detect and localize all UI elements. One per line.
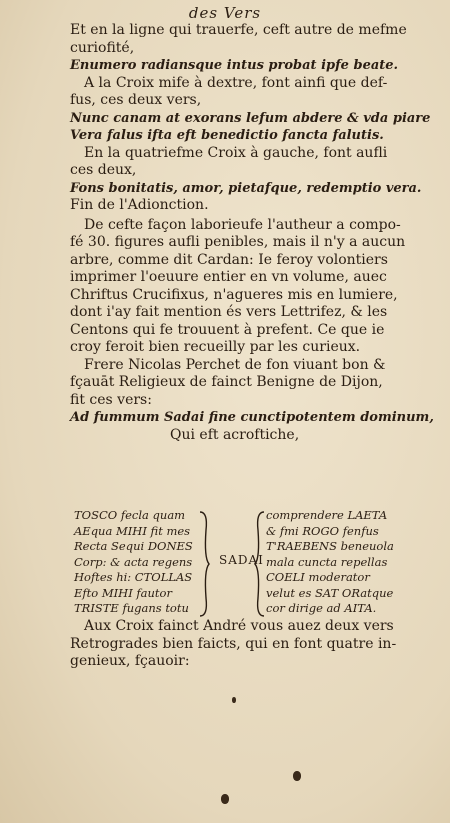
- acrostic-line: T'RAEBENS beneuola: [266, 539, 394, 553]
- text-line: ces deux,: [70, 162, 137, 178]
- text-line: fé 30. figures aufli penibles, mais il n'y a aucun: [70, 234, 406, 250]
- acrostic-line: cor dirige ad AITA.: [266, 601, 377, 615]
- text-line: fit ces vers:: [70, 391, 152, 408]
- text-line: Retrogrades bien faicts, qui en font quatre in-: [70, 635, 397, 652]
- text-line: imprimer l'oeuure entier en vn volume, auec: [70, 269, 387, 285]
- text-line: En la quatriefme Croix à gauche, font aufli: [84, 144, 388, 161]
- text-line: Centons qui fe trouuent à prefent. Ce que ie: [70, 321, 385, 338]
- text-line: Fin de l'Adionction.: [70, 197, 209, 213]
- text-line: dont i'ay fait mention és vers Lettrifez, & les: [70, 304, 388, 320]
- acrostic-line: velut es SAT ORatque: [266, 585, 394, 600]
- left-brace-icon: [198, 510, 210, 618]
- acrostic-line: Hoftes hi: CTOLLAS: [74, 570, 193, 584]
- text-line: Frere Nicolas Perchet de fon viuant bon &: [84, 356, 386, 373]
- text-line: curiofité,: [70, 39, 135, 56]
- acrostic-line: Efto MIHI fautor: [74, 585, 172, 600]
- acrostic-line: & fmi ROGO fenfus: [266, 523, 379, 538]
- text-line: A la Croix mife à dextre, font ainfi que def-: [84, 74, 388, 91]
- latin-verse: Enumero radiansque intus probat ipfe beate.: [70, 58, 399, 73]
- acrostic-line: comprendere LAETA: [266, 508, 388, 522]
- ornament-mark-icon: [293, 771, 301, 781]
- text-line: fus, ces deux vers,: [70, 92, 202, 108]
- main-text: [70, 22, 434, 444]
- acrostic-line: TOSCO fecla quam: [74, 508, 186, 522]
- text-line: arbre, comme dit Cardan: Ie feroy volontiers: [70, 251, 388, 268]
- closing-text: [70, 618, 430, 671]
- text-line: fçauāt Religieux de fainct Benigne de Dijon,: [70, 374, 383, 390]
- right-brace-icon: [254, 510, 266, 618]
- acrostic-line: TRISTE fugans totu: [74, 601, 189, 615]
- acrostic-block: [74, 508, 430, 620]
- acrostic-center: SADAI: [219, 553, 264, 567]
- latin-verse: Fons bonitatis, amor, pietafque, redemptio vera.: [70, 180, 422, 196]
- ink-speck: [232, 697, 236, 703]
- text-line: Chriftus Crucifixus, n'agueres mis en lumiere,: [70, 286, 398, 303]
- text-line: Et en la ligne qui trauerfe, ceft autre de mefme: [70, 22, 407, 38]
- text-line: Aux Croix fainct André vous auez deux vers: [84, 618, 394, 634]
- latin-verse: Ad fummum Sadai fine cunctipotentem dominum,: [70, 410, 434, 425]
- latin-verse: Vera falus ifta eft benedictio fancta falutis.: [70, 128, 384, 143]
- acrostic-right-column: [266, 508, 432, 617]
- acrostic-line: Recta Sequi DONES: [74, 539, 193, 553]
- latin-verse: Nunc canam at exorans lefum abdere & vda piare: [70, 110, 431, 126]
- acrostic-line: COELI moderator: [266, 570, 370, 584]
- acrostic-line: mala cuncta repellas: [266, 554, 388, 569]
- text-line: Qui eft acroftiche,: [170, 426, 300, 443]
- text-line: De cefte façon laborieufe l'autheur a compo-: [84, 216, 401, 233]
- text-line: croy feroit bien recueilly par les curieux.: [70, 339, 361, 355]
- ornament-mark-icon: [221, 794, 229, 804]
- acrostic-line: Corp: & acta regens: [74, 554, 193, 569]
- acrostic-line: AEqua MIHI fit mes: [74, 523, 191, 538]
- acrostic-left-column: [74, 508, 202, 617]
- running-head: des Vers: [188, 4, 262, 22]
- text-line: genieux, fçauoir:: [70, 653, 190, 669]
